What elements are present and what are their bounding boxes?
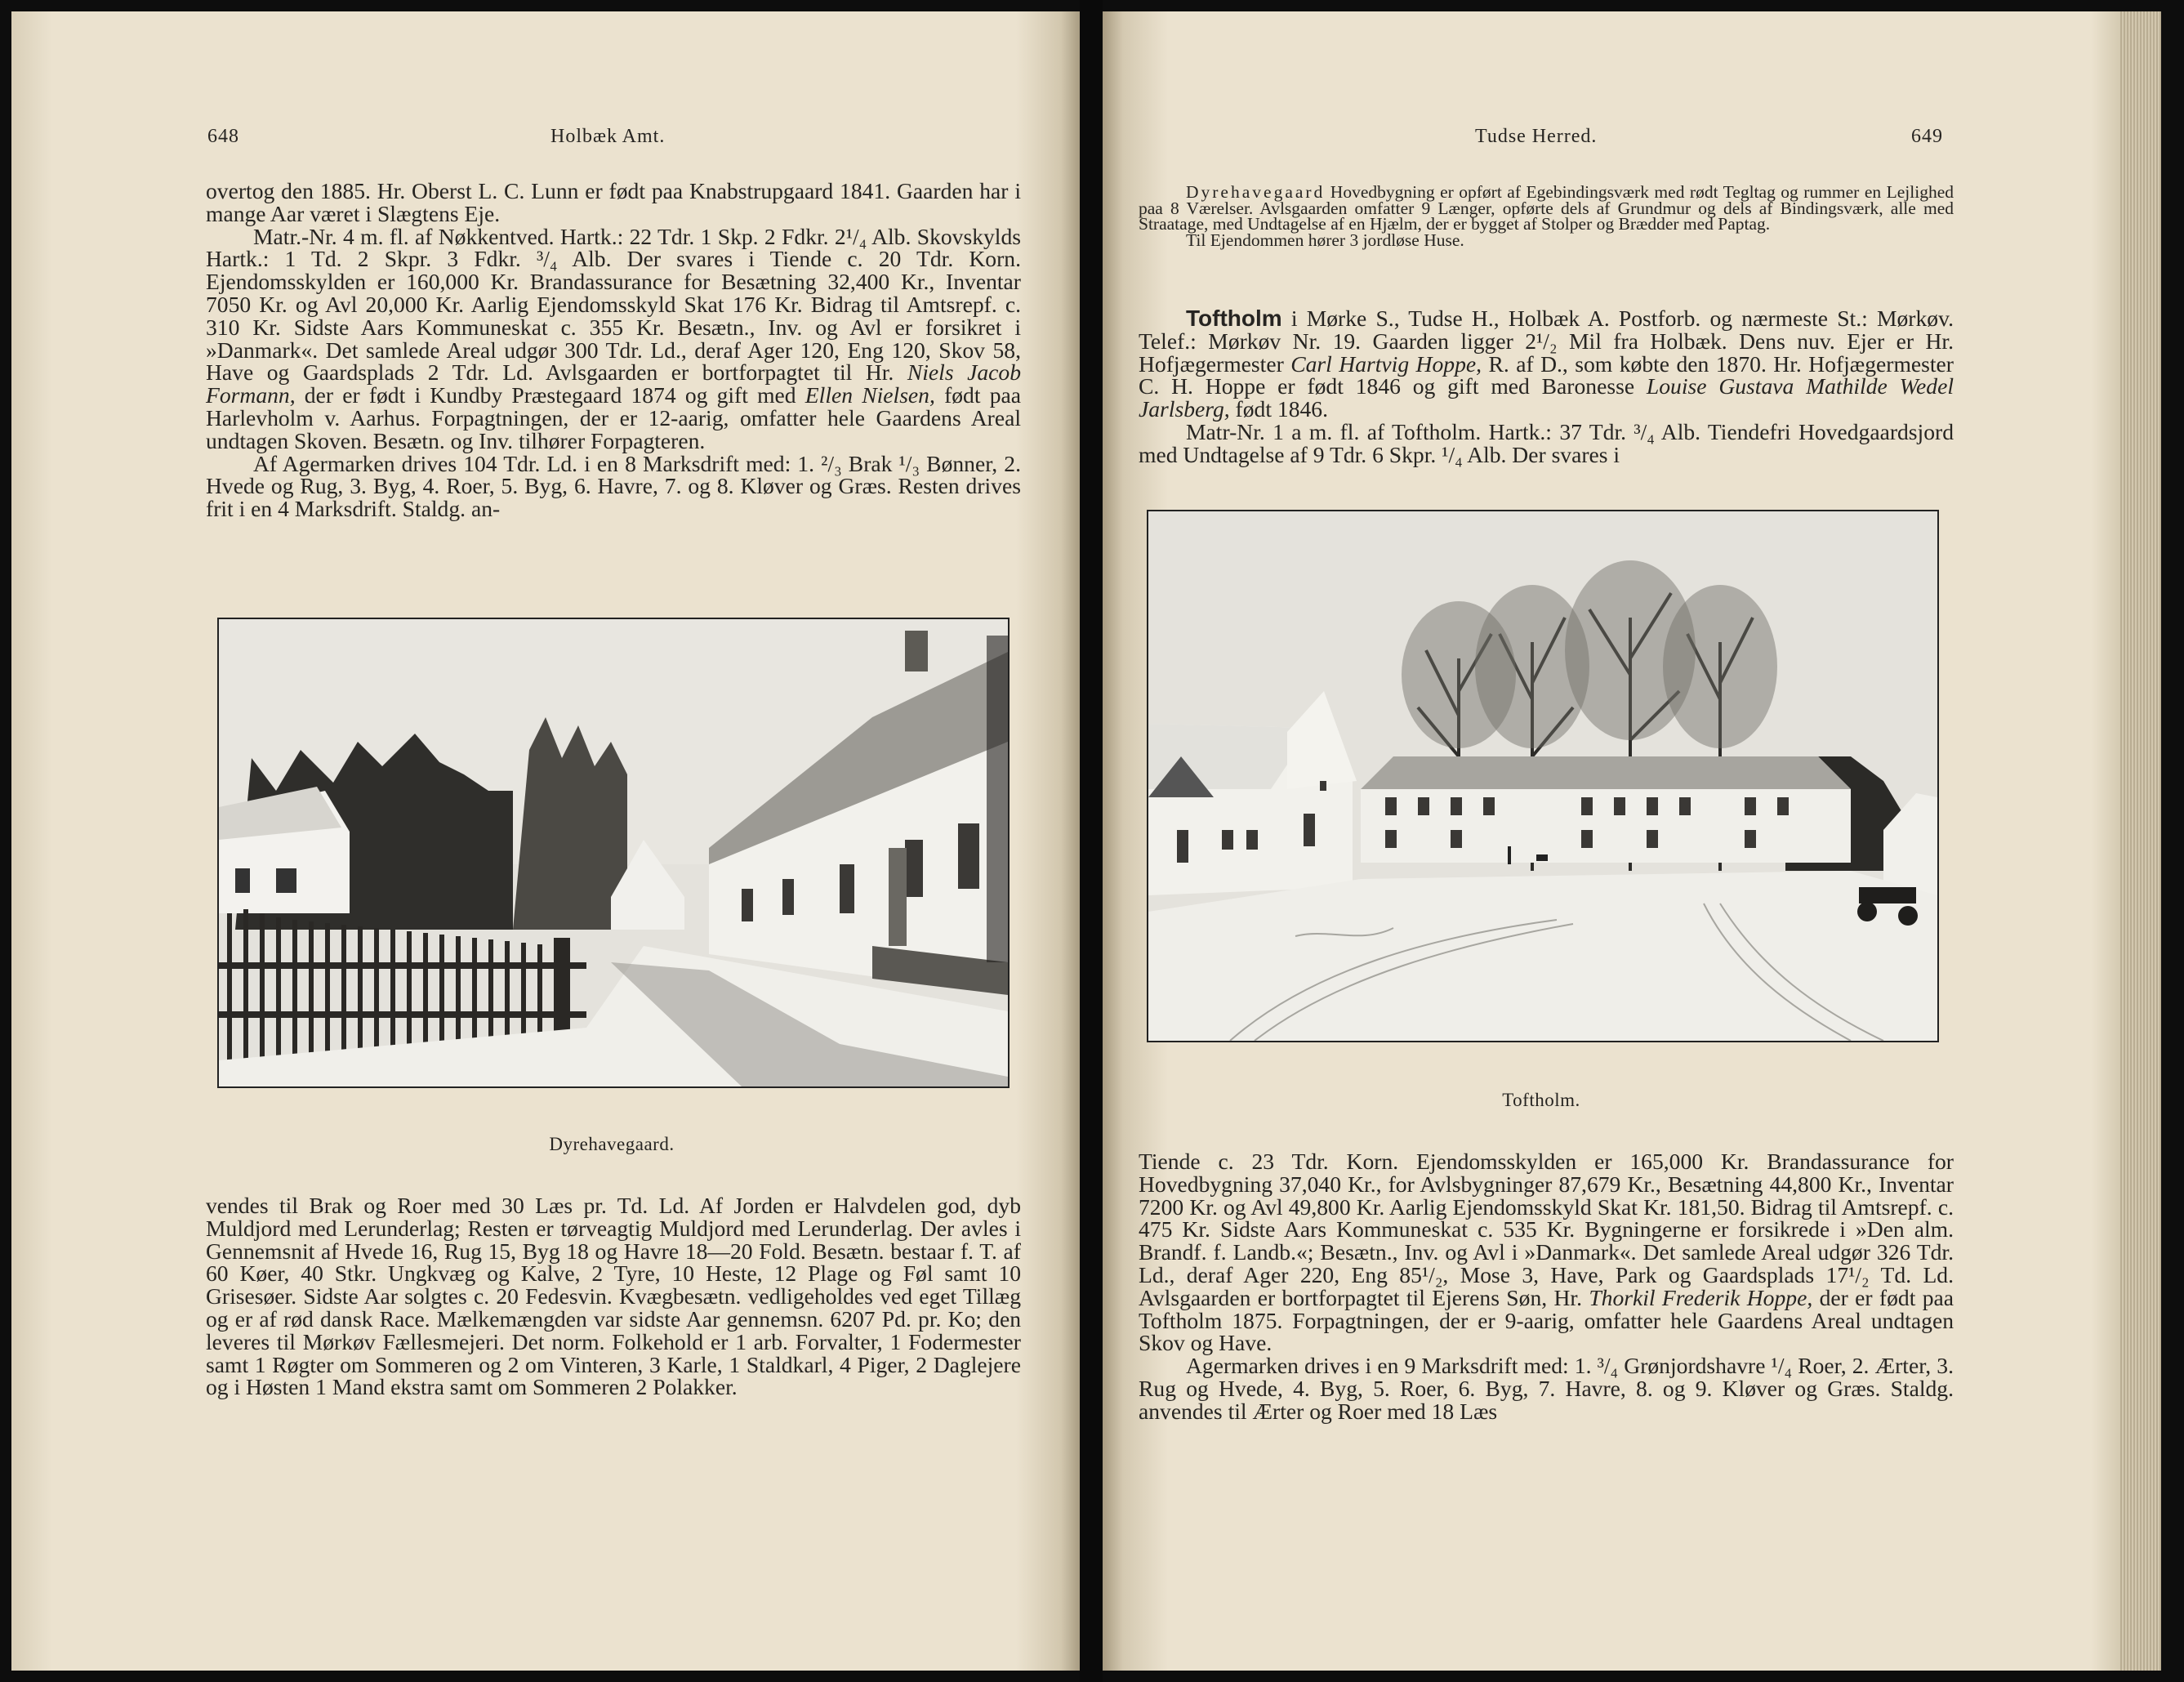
tenant-name: Niels Jacob Formann, bbox=[206, 359, 1021, 408]
right-page bbox=[1103, 11, 2161, 1671]
paragraph: Af Agermarken drives 104 Tdr. Ld. i en 8 Marksdrift med: 1. ²/₃ Brak ¹/₃ Bønner, 2. Hvede og Rug, 3. Byg, 4. Roer, 5. Byg, 6. Havre, 7. og 8. Kløver og Græs. Resten drives frit i en 4 Marksdrift. Staldg. an- bbox=[206, 450, 1021, 522]
left-page bbox=[11, 11, 1080, 1671]
photo-dyrehavegaard bbox=[217, 618, 1010, 1088]
photo-caption: Toftholm. bbox=[1502, 1090, 1580, 1110]
paragraph: Toftholm i Mørke S., Tudse H., Holbæk A. Postforb. og nærmeste St.: Mørkøv. Telef.: Mørkøv Nr. 19. Gaarden ligger 2¹/₂ Mil fra Holbæk. Dens nuv. Ejer er Hr. Hofjægermester Carl Hartvig Hoppe, R. af D., som købte den 1870. Hr. Hofjægermester C. H. Hoppe er født 1846 og gift med Baronesse Louise Gustava Mathilde Wedel Jarlsberg, født 1846. bbox=[1139, 306, 1954, 422]
owner-name: Carl Hartvig Hoppe, bbox=[1290, 350, 1482, 377]
book-gutter bbox=[1080, 0, 1103, 1682]
page-number: 648 bbox=[207, 126, 239, 147]
running-head: Tudse Herred. bbox=[1475, 126, 1598, 147]
paragraph: Agermarken drives i en 9 Marksdrift med: 1. ³/₄ Grønjordshavre ¹/₄ Roer, 2. Ærter, 3. Rug og Hvede, 4. Byg, 5. Roer, 6. Byg, 7. Havre, 8. og 9. Kløver og Græs. Staldg. anvendes til Ærter og Roer med 18 Læs bbox=[1139, 1353, 1954, 1424]
paragraph: vendes til Brak og Roer med 30 Læs pr. Td. Ld. Af Jorden er Halvdelen god, dyb Muldjord med Lerunderlag; Resten er tørveagtig Muldjord med Lerunderlag. Der avles i Gennemsnit af Hvede 16, Rug 15, Byg 18 og Havre 18—20 Fold. Besætn. bestaar f. T. af 60 Køer, 40 Stkr. Ungkvæg og Kalve, 2 Tyre, 10 Heste, 12 Plage og Føl samt 10 Grisesøer. Sidste Aar solgtes c. 20 Fedesvin. Kvægbesætn. vedligeholdes ved eget Tillæg og er af rød dansk Race. Mælkemængden var sidste Aar gennemsn. 6207 Pd. pr. Ko; den leveres til Mørkøv Fællesmejeri. Det norm. Folkehold er 1 arb. Forvalter, 1 Fodermester samt 1 Røgter om Sommeren og 2 om Vinteren, 3 Karle, 1 Staldkarl, 4 Piger, 2 Daglejere og i Høsten 1 Mand ekstra samt om Sommeren 2 Polakker. bbox=[206, 1193, 1021, 1400]
text-upper bbox=[1139, 307, 1954, 466]
photo-caption: Dyrehavegaard. bbox=[549, 1134, 675, 1154]
text-lower bbox=[1139, 1150, 1954, 1423]
paragraph: Matr-Nr. 1 a m. fl. af Toftholm. Hartk.: 37 Tdr. ³/₄ Alb. Tiendefri Hovedgaardsjord med Undtagelse af 9 Tdr. 6 Skpr. ¹/₄ Alb. Der svares i bbox=[1139, 418, 1954, 467]
paragraph: Til Ejendommen hører 3 jordløse Huse. bbox=[1186, 230, 1464, 250]
small-text-block bbox=[1139, 182, 1954, 250]
wife-name: Louise Gustava Mathilde Wedel Jarlsberg, bbox=[1139, 373, 1954, 422]
photo-toftholm bbox=[1147, 510, 1939, 1042]
paragraph: Dyrehavegaard Hovedbygning er opført af Egebindingsværk med rødt Tegltag og rummer en Lejlighed paa 8 Værelser. Avlsgaarden omfatter 9 Længer, opførte dels af Grundmur og dels af Bindingsværk, alle med Straatage, med Undtagelse af en Hjælm, der er bygget af Stolper og Brædder med Paptag. bbox=[1139, 182, 1954, 234]
lead-word: Dyrehavegaard bbox=[1186, 182, 1326, 202]
entry-title: Toftholm bbox=[1186, 306, 1282, 331]
page-number: 649 bbox=[1911, 126, 1943, 147]
text-lower bbox=[206, 1194, 1021, 1399]
son-name: Thorkil Frederik Hoppe, bbox=[1589, 1284, 1813, 1310]
running-head: Holbæk Amt. bbox=[550, 126, 666, 147]
text-upper bbox=[206, 180, 1021, 520]
paragraph: overtog den 1885. Hr. Oberst L. C. Lunn er født paa Knabstrupgaard 1841. Gaarden har i mange Aar været i Slægtens Eje. bbox=[206, 178, 1021, 226]
wife-name: Ellen Nielsen, bbox=[805, 382, 935, 408]
page-edges bbox=[2120, 11, 2161, 1671]
paragraph: Matr.-Nr. 4 m. fl. af Nøkkentved. Hartk.: 22 Tdr. 1 Skp. 2 Fdkr. 2¹/₄ Alb. Skovskylds Hartk.: 1 Td. 2 Skpr. 3 Fdkr. ³/₄ Alb. Der svares i Tiende c. 20 Tdr. Korn. Ejendomsskylden er 160,000 Kr. Brandassurance for Besætning 32,400 Kr., Inventar 7050 Kr. og Avl 20,000 Kr. Aarlig Ejendomsskyld Skat 176 Kr. Bidrag til Amtsrepf. c. 310 Kr. Sidste Aars Kommuneskat c. 355 Kr. Besætn., Inv. og Avl er forsikret i »Danmark«. Det samlede Areal udgør 300 Tdr. Ld., deraf Ager 120, Eng 120, Skov 58, Have og Gaardsplads 2 Tdr. Ld. Avlsgaarden er bortforpagtet til Hr. Niels Jacob Formann, der er født i Kundby Præstegaard 1874 og gift med Ellen Nielsen, født paa Harlevholm v. Aarhus. Forpagtningen, der er 12-aarig, omfatter hele Gaardens Areal undtagen Skoven. Besætn. og Inv. tilhører Forpagteren. bbox=[206, 223, 1021, 453]
paragraph: Tiende c. 23 Tdr. Korn. Ejendomsskylden er 165,000 Kr. Brandassurance for Hovedbygning 37,040 Kr., for Avlsbygninger 87,679 Kr., Besætning 44,800 Kr., Inventar 7200 Kr. og Avl 49,800 Kr. Aarlig Ejendomsskyld Skat Kr. 181,50. Bidrag til Amtsrepf. c. 475 Kr. Sidste Aars Kommuneskat c. 535 Kr. Bygningerne er forsikrede i »Den alm. Brandf. f. Landb.«; Besætn., Inv. og Avl i »Danmark«. Det samlede Areal udgør 326 Tdr. Ld., deraf Ager 220, Eng 85¹/₂, Mose 3, Have, Park og Gaardsplads 17¹/₂ Td. Ld. Avlsgaarden er bortforpagtet til Ejerens Søn, Hr. Thorkil Frederik Hoppe, der er født paa Toftholm 1875. Forpagtningen, der er 9-aarig, omfatter hele Gaardens Areal undtagen Skov og Have. bbox=[1139, 1149, 1954, 1356]
